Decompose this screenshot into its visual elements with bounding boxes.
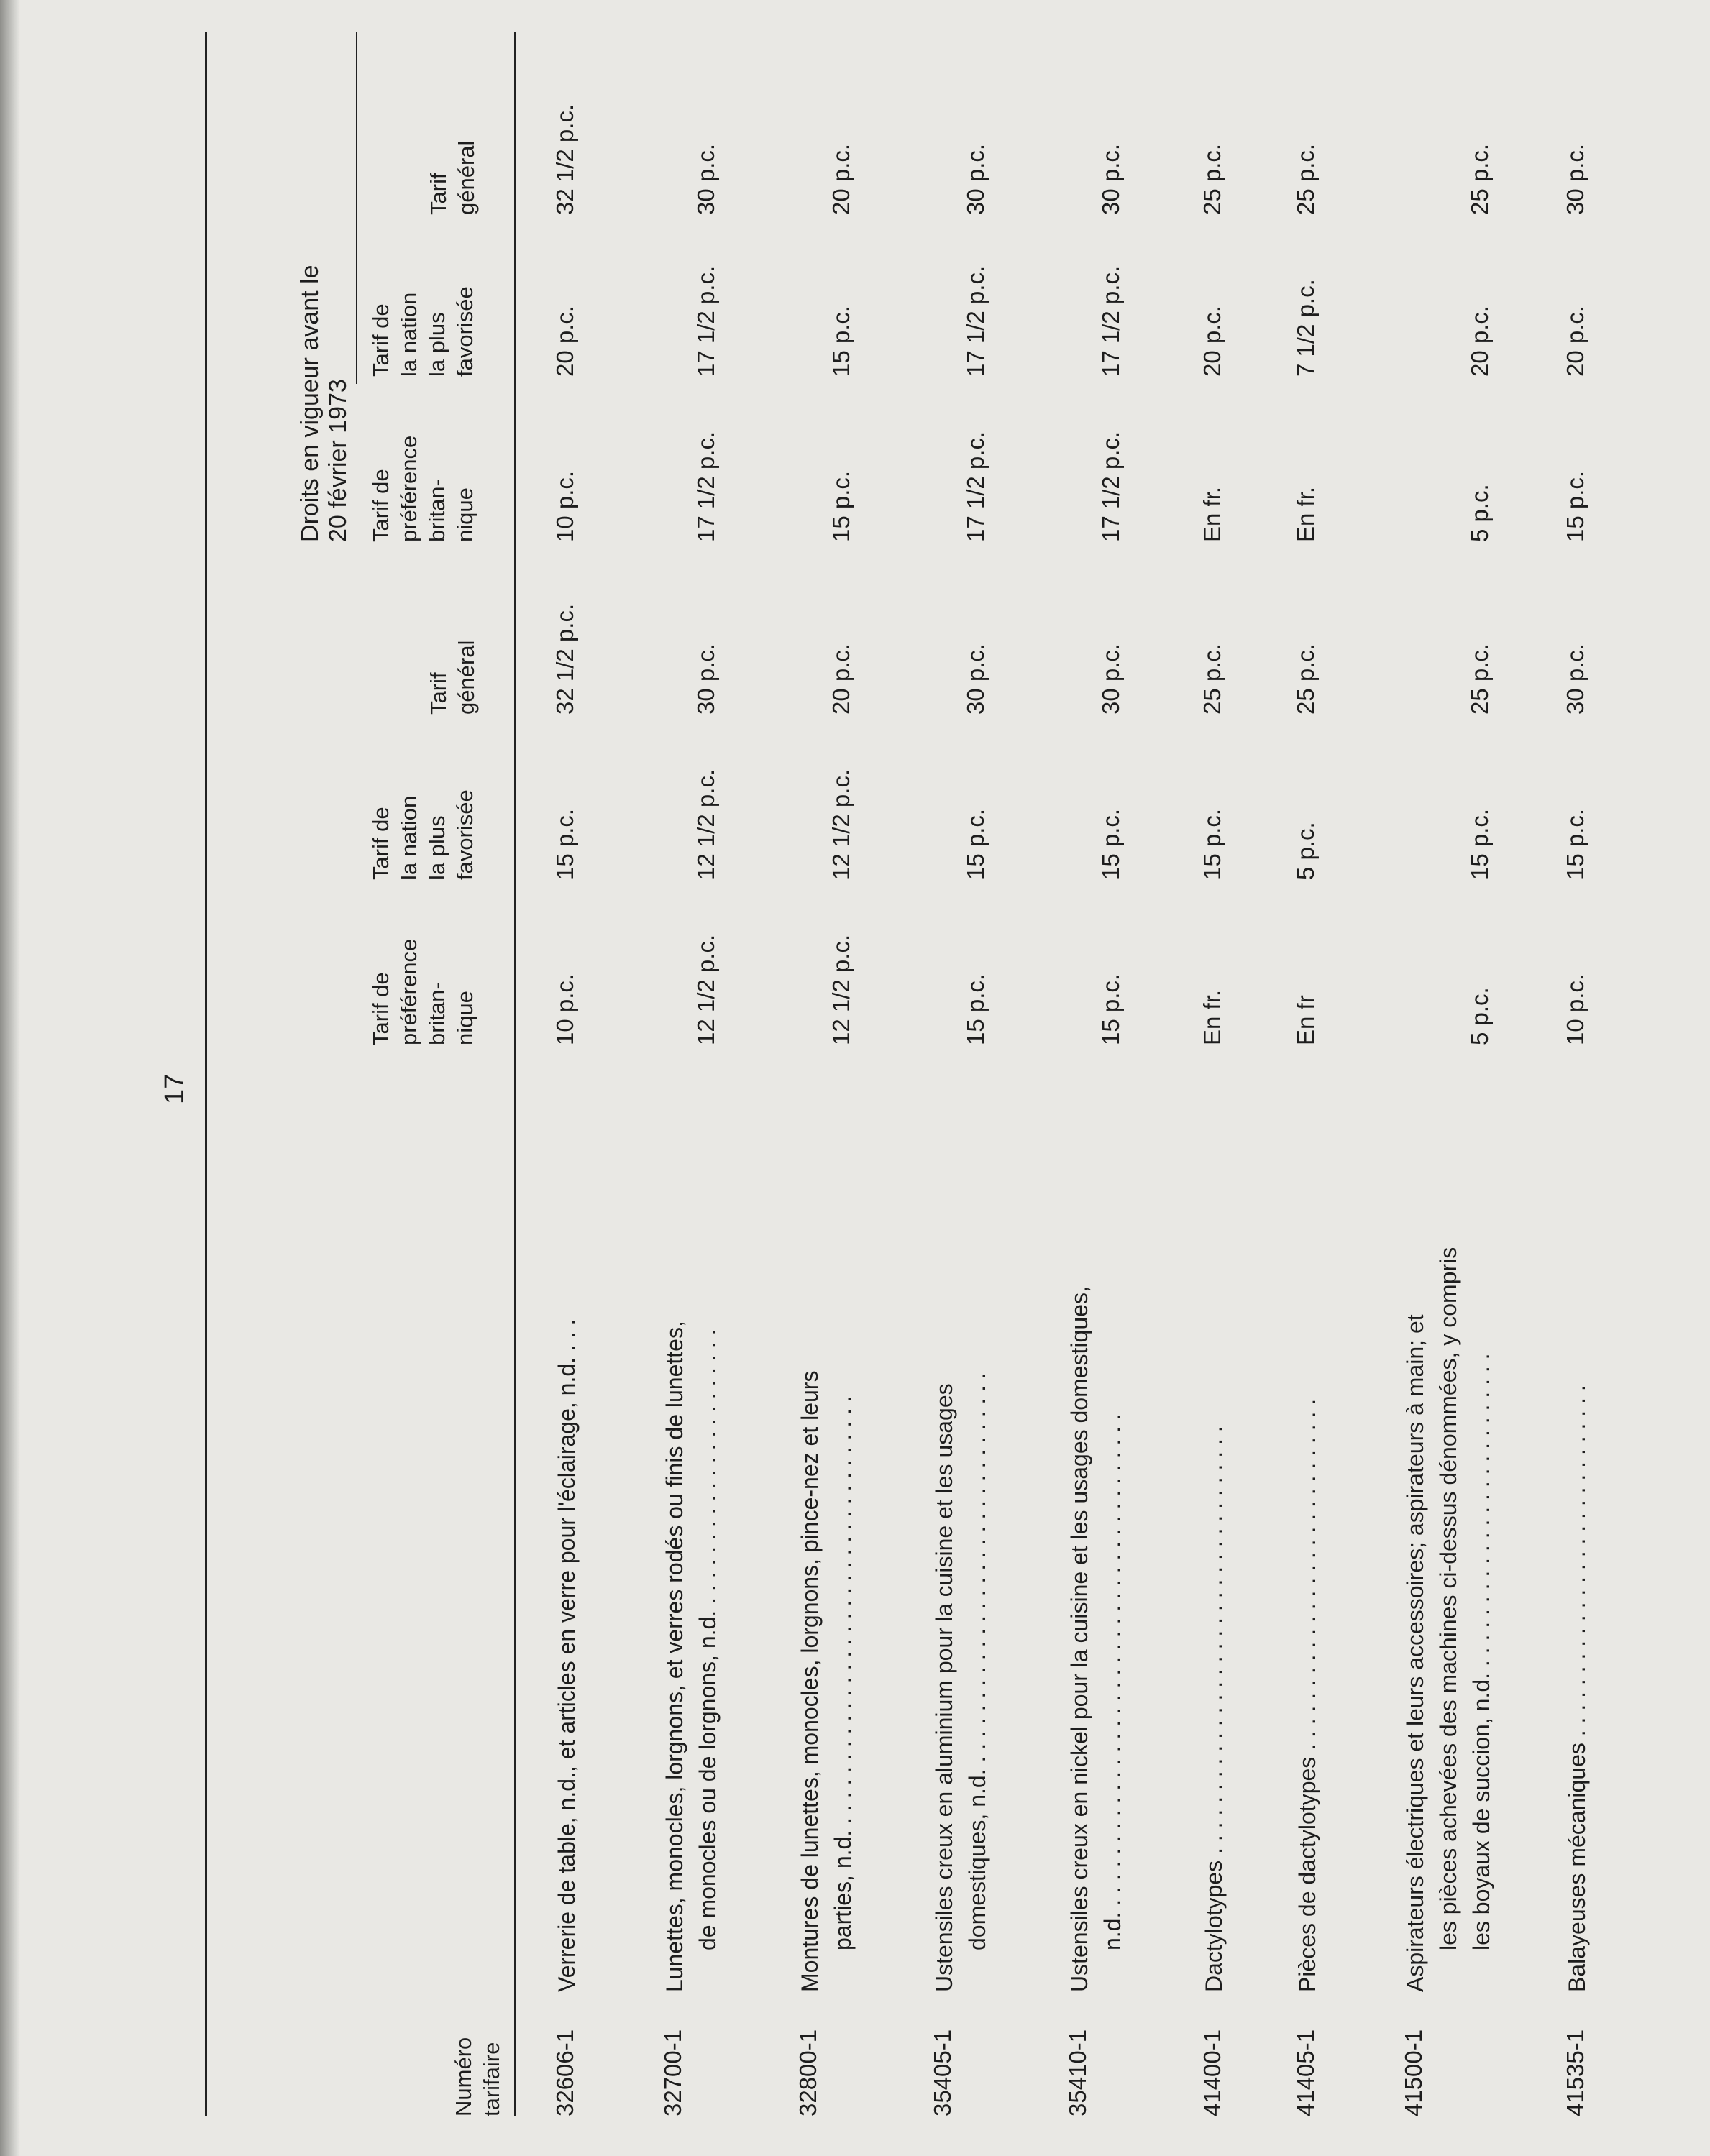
rate-cell: 15 p.c. xyxy=(1097,808,1124,880)
tariff-number: 32700-1 xyxy=(659,2029,686,2116)
description-line: les pièces achevées des machines ci-dessus dénommées, y compris xyxy=(1435,1247,1461,1950)
rate-cell: 20 p.c. xyxy=(552,305,578,377)
rate-cell: 30 p.c. xyxy=(692,643,719,715)
rate-cell: 30 p.c. xyxy=(962,643,989,715)
tariff-description xyxy=(1291,1050,1324,1992)
rate-cell: 25 p.c. xyxy=(1466,643,1493,715)
rate-cell: 20 p.c. xyxy=(1466,305,1493,377)
droits-group-rule xyxy=(356,32,357,384)
tariff-description xyxy=(550,1050,583,1992)
rate-cell: 15 p.c. xyxy=(1097,973,1124,1045)
header-col3-general: Tarif général xyxy=(426,640,479,715)
description-line: Aspirateurs électriques et leurs accessoires; aspirateurs à main; et xyxy=(1402,1314,1428,1992)
rate-cell: 15 p.c. xyxy=(1466,808,1493,880)
tariff-number: 41400-1 xyxy=(1199,2029,1225,2116)
header-top-rule xyxy=(205,32,207,2116)
rate-cell: 30 p.c. xyxy=(962,143,989,215)
header-col5-nation: Tarif de la nation la plus favorisée xyxy=(368,286,477,377)
header-droits-title: Droits en vigueur avant le 20 février 1973 xyxy=(296,265,352,542)
description-line: parties, n.d. . . . . . . . . . . . . . . . . . . . . . . . . . . . . . . . . . . xyxy=(830,1395,856,1950)
header-col4-preference: Tarif de préférence britan- nique xyxy=(368,435,477,542)
tariff-number: 32800-1 xyxy=(795,2029,821,2116)
rate-cell: 25 p.c. xyxy=(1292,643,1319,715)
rate-cell: 30 p.c. xyxy=(692,143,719,215)
rate-cell: 10 p.c. xyxy=(552,470,578,542)
tariff-description xyxy=(1063,1050,1129,1992)
rate-cell: En fr xyxy=(1292,995,1319,1045)
rate-cell: 20 p.c. xyxy=(1199,305,1225,377)
header-col1-preference: Tarif de préférence britan- nique xyxy=(368,938,477,1045)
tariff-description xyxy=(928,1050,994,1992)
tariff-number: 41500-1 xyxy=(1400,2029,1427,2116)
rate-cell: 25 p.c. xyxy=(1292,143,1319,215)
rate-cell: 7 1/2 p.c. xyxy=(1292,279,1319,377)
tariff-description xyxy=(1197,1050,1230,1992)
tariff-description xyxy=(1399,1050,1498,1992)
rate-cell: En fr. xyxy=(1292,486,1319,542)
rate-cell: 12 1/2 p.c. xyxy=(828,769,854,880)
rate-cell: 20 p.c. xyxy=(1562,305,1588,377)
tariff-number: 35405-1 xyxy=(929,2029,956,2116)
tariff-number: 35410-1 xyxy=(1064,2029,1091,2116)
description-line: Ustensiles creux en aluminium pour la cuisine et les usages xyxy=(931,1383,957,1992)
header-col6-general: Tarif général xyxy=(426,140,479,215)
rate-cell: 10 p.c. xyxy=(1562,973,1588,1045)
description-line: de monocles ou de lorgnons, n.d. . . . . . . . . . . . . . . . . . . . . . . xyxy=(695,1329,721,1950)
description-line: Lunettes, monocles, lorgnons, et verres rodés ou finis de lunettes, xyxy=(662,1321,687,1992)
description-line: Dactylotypes . . . . . . . . . . . . . . . . . . . . . . . . . . . . . . . . . . xyxy=(1201,1426,1227,1992)
tariff-number: 41535-1 xyxy=(1562,2029,1588,2116)
description-line: Verrerie de table, n.d., et articles en verre pour l'éclairage, n.d. . . . xyxy=(554,1318,580,1992)
tariff-number: 41405-1 xyxy=(1292,2029,1319,2116)
rate-cell: 20 p.c. xyxy=(828,143,854,215)
rate-cell: 17 1/2 p.c. xyxy=(1097,431,1124,542)
rate-cell: 30 p.c. xyxy=(1562,643,1588,715)
description-line: Ustensiles creux en nickel pour la cuisine et les usages domestiques, xyxy=(1066,1286,1092,1992)
rate-cell: 30 p.c. xyxy=(1097,143,1124,215)
header-bottom-rule xyxy=(514,32,516,2116)
rate-cell: 17 1/2 p.c. xyxy=(962,431,989,542)
rate-cell: 17 1/2 p.c. xyxy=(962,265,989,377)
header-col2-nation: Tarif de la nation la plus favorisée xyxy=(368,789,477,880)
rate-cell: 17 1/2 p.c. xyxy=(1097,265,1124,377)
header-numero: Numéro tarifaire xyxy=(451,2037,504,2116)
rate-cell: 12 1/2 p.c. xyxy=(692,769,719,880)
rate-cell: 15 p.c. xyxy=(962,973,989,1045)
rate-cell: En fr. xyxy=(1199,486,1225,542)
tariff-description xyxy=(1560,1050,1594,1992)
rate-cell: 32 1/2 p.c. xyxy=(552,603,578,715)
description-line: n.d. . . . . . . . . . . . . . . . . . . . . . . . . . . . . . . . . . . . . . . . xyxy=(1099,1413,1125,1950)
rate-cell: 15 p.c. xyxy=(1199,808,1225,880)
rate-cell: 12 1/2 p.c. xyxy=(828,934,854,1045)
tariff-description xyxy=(793,1050,859,1992)
rate-cell: 15 p.c. xyxy=(552,808,578,880)
rate-cell: 17 1/2 p.c. xyxy=(692,265,719,377)
rate-cell: 30 p.c. xyxy=(1097,643,1124,715)
description-line: Balayeuses mécaniques . . . . . . . . . . . . . . . . . . . . . . . . . . . . xyxy=(1564,1385,1590,1992)
description-line: les boyaux de succion, n.d. . . . . . . . . . . . . . . . . . . . . . . . . . xyxy=(1468,1353,1494,1950)
rate-cell: 15 p.c. xyxy=(828,470,854,542)
rate-cell: 25 p.c. xyxy=(1199,643,1225,715)
rate-cell: 12 1/2 p.c. xyxy=(692,934,719,1045)
rate-cell: 25 p.c. xyxy=(1199,143,1225,215)
description-line: domestiques, n.d. . . . . . . . . . . . . . . . . . . . . . . . . . . . . . . . xyxy=(964,1372,990,1950)
rate-cell: 5 p.c. xyxy=(1292,822,1319,880)
rate-cell: 25 p.c. xyxy=(1466,143,1493,215)
tariff-description xyxy=(658,1050,724,1992)
description-line: Pièces de dactylotypes . . . . . . . . . . . . . . . . . . . . . . . . . . . . xyxy=(1294,1398,1320,1992)
rate-cell: 15 p.c. xyxy=(1562,470,1588,542)
rate-cell: 15 p.c. xyxy=(1562,808,1588,880)
rate-cell: 15 p.c. xyxy=(828,305,854,377)
rate-cell: 17 1/2 p.c. xyxy=(692,431,719,542)
page-number: 17 xyxy=(160,1073,190,1104)
description-line: Montures de lunettes, monocles, lorgnons, pince-nez et leurs xyxy=(797,1370,823,1992)
rate-cell: 5 p.c. xyxy=(1466,987,1493,1045)
rate-cell: 20 p.c. xyxy=(828,643,854,715)
rate-cell: En fr. xyxy=(1199,989,1225,1045)
rate-cell: 10 p.c. xyxy=(552,973,578,1045)
tariff-number: 32606-1 xyxy=(552,2029,578,2116)
rate-cell: 30 p.c. xyxy=(1562,143,1588,215)
rate-cell: 15 p.c. xyxy=(962,808,989,880)
rate-cell: 32 1/2 p.c. xyxy=(552,104,578,215)
rate-cell: 5 p.c. xyxy=(1466,484,1493,542)
